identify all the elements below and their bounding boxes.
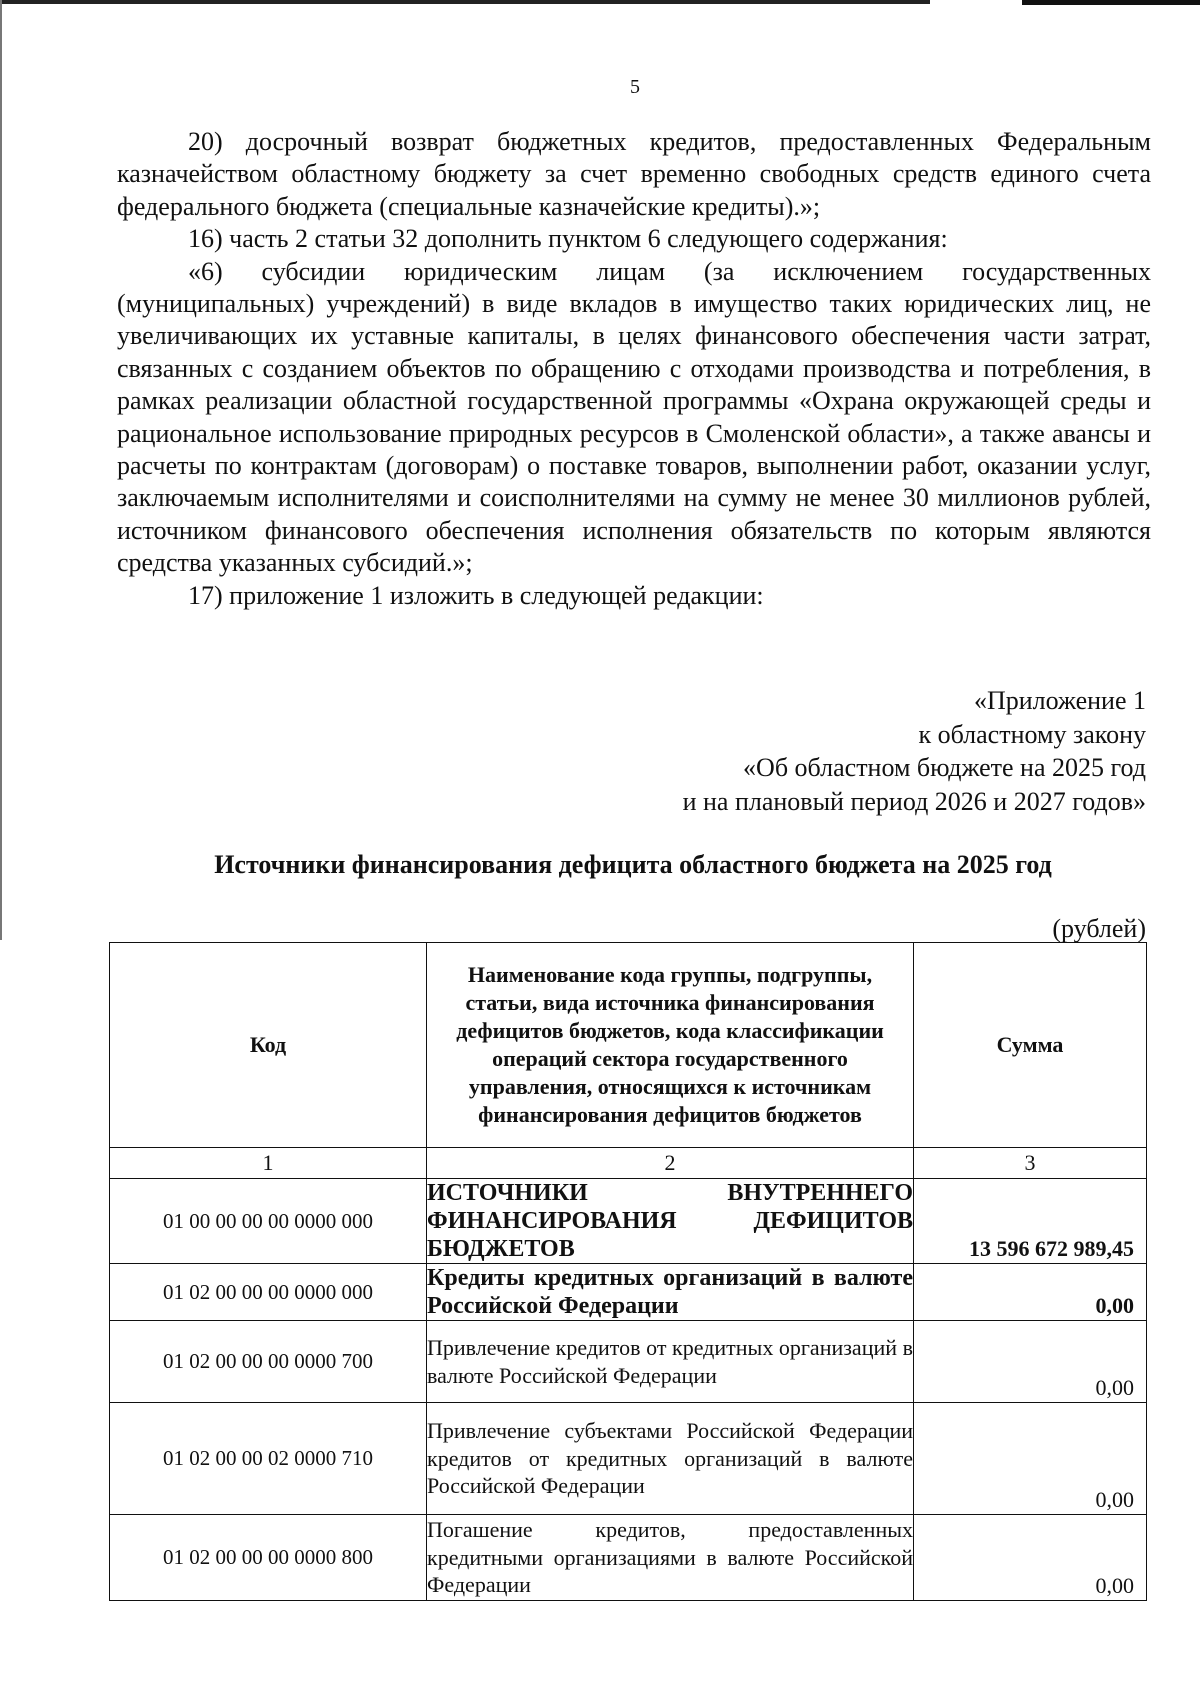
column-number: 1 <box>110 1148 427 1179</box>
appendix-line-3: «Об областном бюджете на 2025 год <box>743 753 1146 782</box>
row-amount: 0,00 <box>914 1515 1147 1601</box>
table-header-row <box>110 943 1147 1148</box>
units-label: (рублей) <box>1052 914 1146 943</box>
paragraph-item-20: 20) досрочный возврат бюджетных кредитов, предоставленных Федеральным казначейством областному бюджету за счет временно свободных средств единого счета федерального бюджета (специальные казначейские кредиты).»; <box>117 127 1151 221</box>
row-name: Привлечение субъектами Российской Федерации кредитов от кредитных организаций в валюте Российской Федерации <box>427 1403 914 1515</box>
column-number: 3 <box>914 1148 1147 1179</box>
column-number-row <box>110 1148 1147 1179</box>
table-row <box>110 1403 1147 1515</box>
appendix-reference <box>683 684 1146 818</box>
row-code: 01 00 00 00 00 0000 000 <box>110 1179 427 1264</box>
body-text <box>117 126 1151 612</box>
column-number: 2 <box>427 1148 914 1179</box>
row-name: ИСТОЧНИКИ ВНУТРЕННЕГО ФИНАНСИРОВАНИЯ ДЕФИЦИТОВ БЮДЖЕТОВ <box>427 1180 913 1262</box>
header-amount: Сумма <box>914 943 1147 1148</box>
table-row <box>110 1515 1147 1601</box>
table-row <box>110 1264 1147 1321</box>
row-code: 01 02 00 00 02 0000 710 <box>110 1403 427 1515</box>
table-title: Источники финансирования дефицита областного бюджета на 2025 год <box>214 850 1052 879</box>
header-code: Код <box>110 943 427 1148</box>
header-name: Наименование кода группы, подгруппы, статьи, вида источника финансирования дефицитов бюджетов, кода классификации операций сектора государственного управления, относящихся к источникам финансирования дефицитов бюджетов <box>427 943 914 1148</box>
appendix-line-1: «Приложение 1 <box>973 686 1146 715</box>
row-code: 01 02 00 00 00 0000 000 <box>110 1264 427 1321</box>
paragraph-item-16: 16) часть 2 статьи 32 дополнить пунктом 6 следующего содержания: <box>188 224 948 254</box>
paragraph-subitem-6: «6) субсидии юридическим лицам (за исключением государственных (муниципальных) учреждений) в виде вкладов в имущество таких юридических лиц, не увеличивающих их уставные капиталы, в целях финансового обеспечения части затрат, связанных с созданием объектов по обращению с отходами производства и потребления, в рамках реализации областной государственной программы «Охрана окружающей среды и рациональное использование природных ресурсов в Смоленской области», а также авансы и расчеты по контрактам (договорам) о поставке товаров, выполнении работ, оказании услуг, заключаемым исполнителями и соисполнителями на сумму не менее 30 миллионов рублей, источником финансового обеспечения исполнения обязательств по которым являются средства указанных субсидий.»; <box>117 256 1151 578</box>
row-amount: 13 596 672 989,45 <box>914 1179 1147 1264</box>
scan-edge-left <box>0 0 2 940</box>
table-row <box>110 1321 1147 1403</box>
row-code: 01 02 00 00 00 0000 700 <box>110 1321 427 1403</box>
row-name: Кредиты кредитных организаций в валюте Российской Федерации <box>427 1265 913 1319</box>
financing-sources-table <box>109 942 1147 1601</box>
table-row <box>110 1179 1147 1264</box>
page-number: 5 <box>630 76 640 98</box>
row-amount: 0,00 <box>914 1264 1147 1321</box>
scan-edge-top-left <box>0 0 930 4</box>
row-name: Погашение кредитов, предоставленных кредитными организациями в валюте Российской Федерации <box>427 1515 914 1601</box>
row-amount: 0,00 <box>914 1403 1147 1515</box>
row-code: 01 02 00 00 00 0000 800 <box>110 1515 427 1601</box>
paragraph-item-17: 17) приложение 1 изложить в следующей редакции: <box>188 580 764 610</box>
appendix-line-2: к областному закону <box>918 719 1146 749</box>
appendix-line-4: и на плановый период 2026 и 2027 годов» <box>682 786 1146 816</box>
scan-edge-top-right <box>1022 0 1200 5</box>
row-amount: 0,00 <box>914 1321 1147 1403</box>
row-name: Привлечение кредитов от кредитных организаций в валюте Российской Федерации <box>427 1321 914 1403</box>
